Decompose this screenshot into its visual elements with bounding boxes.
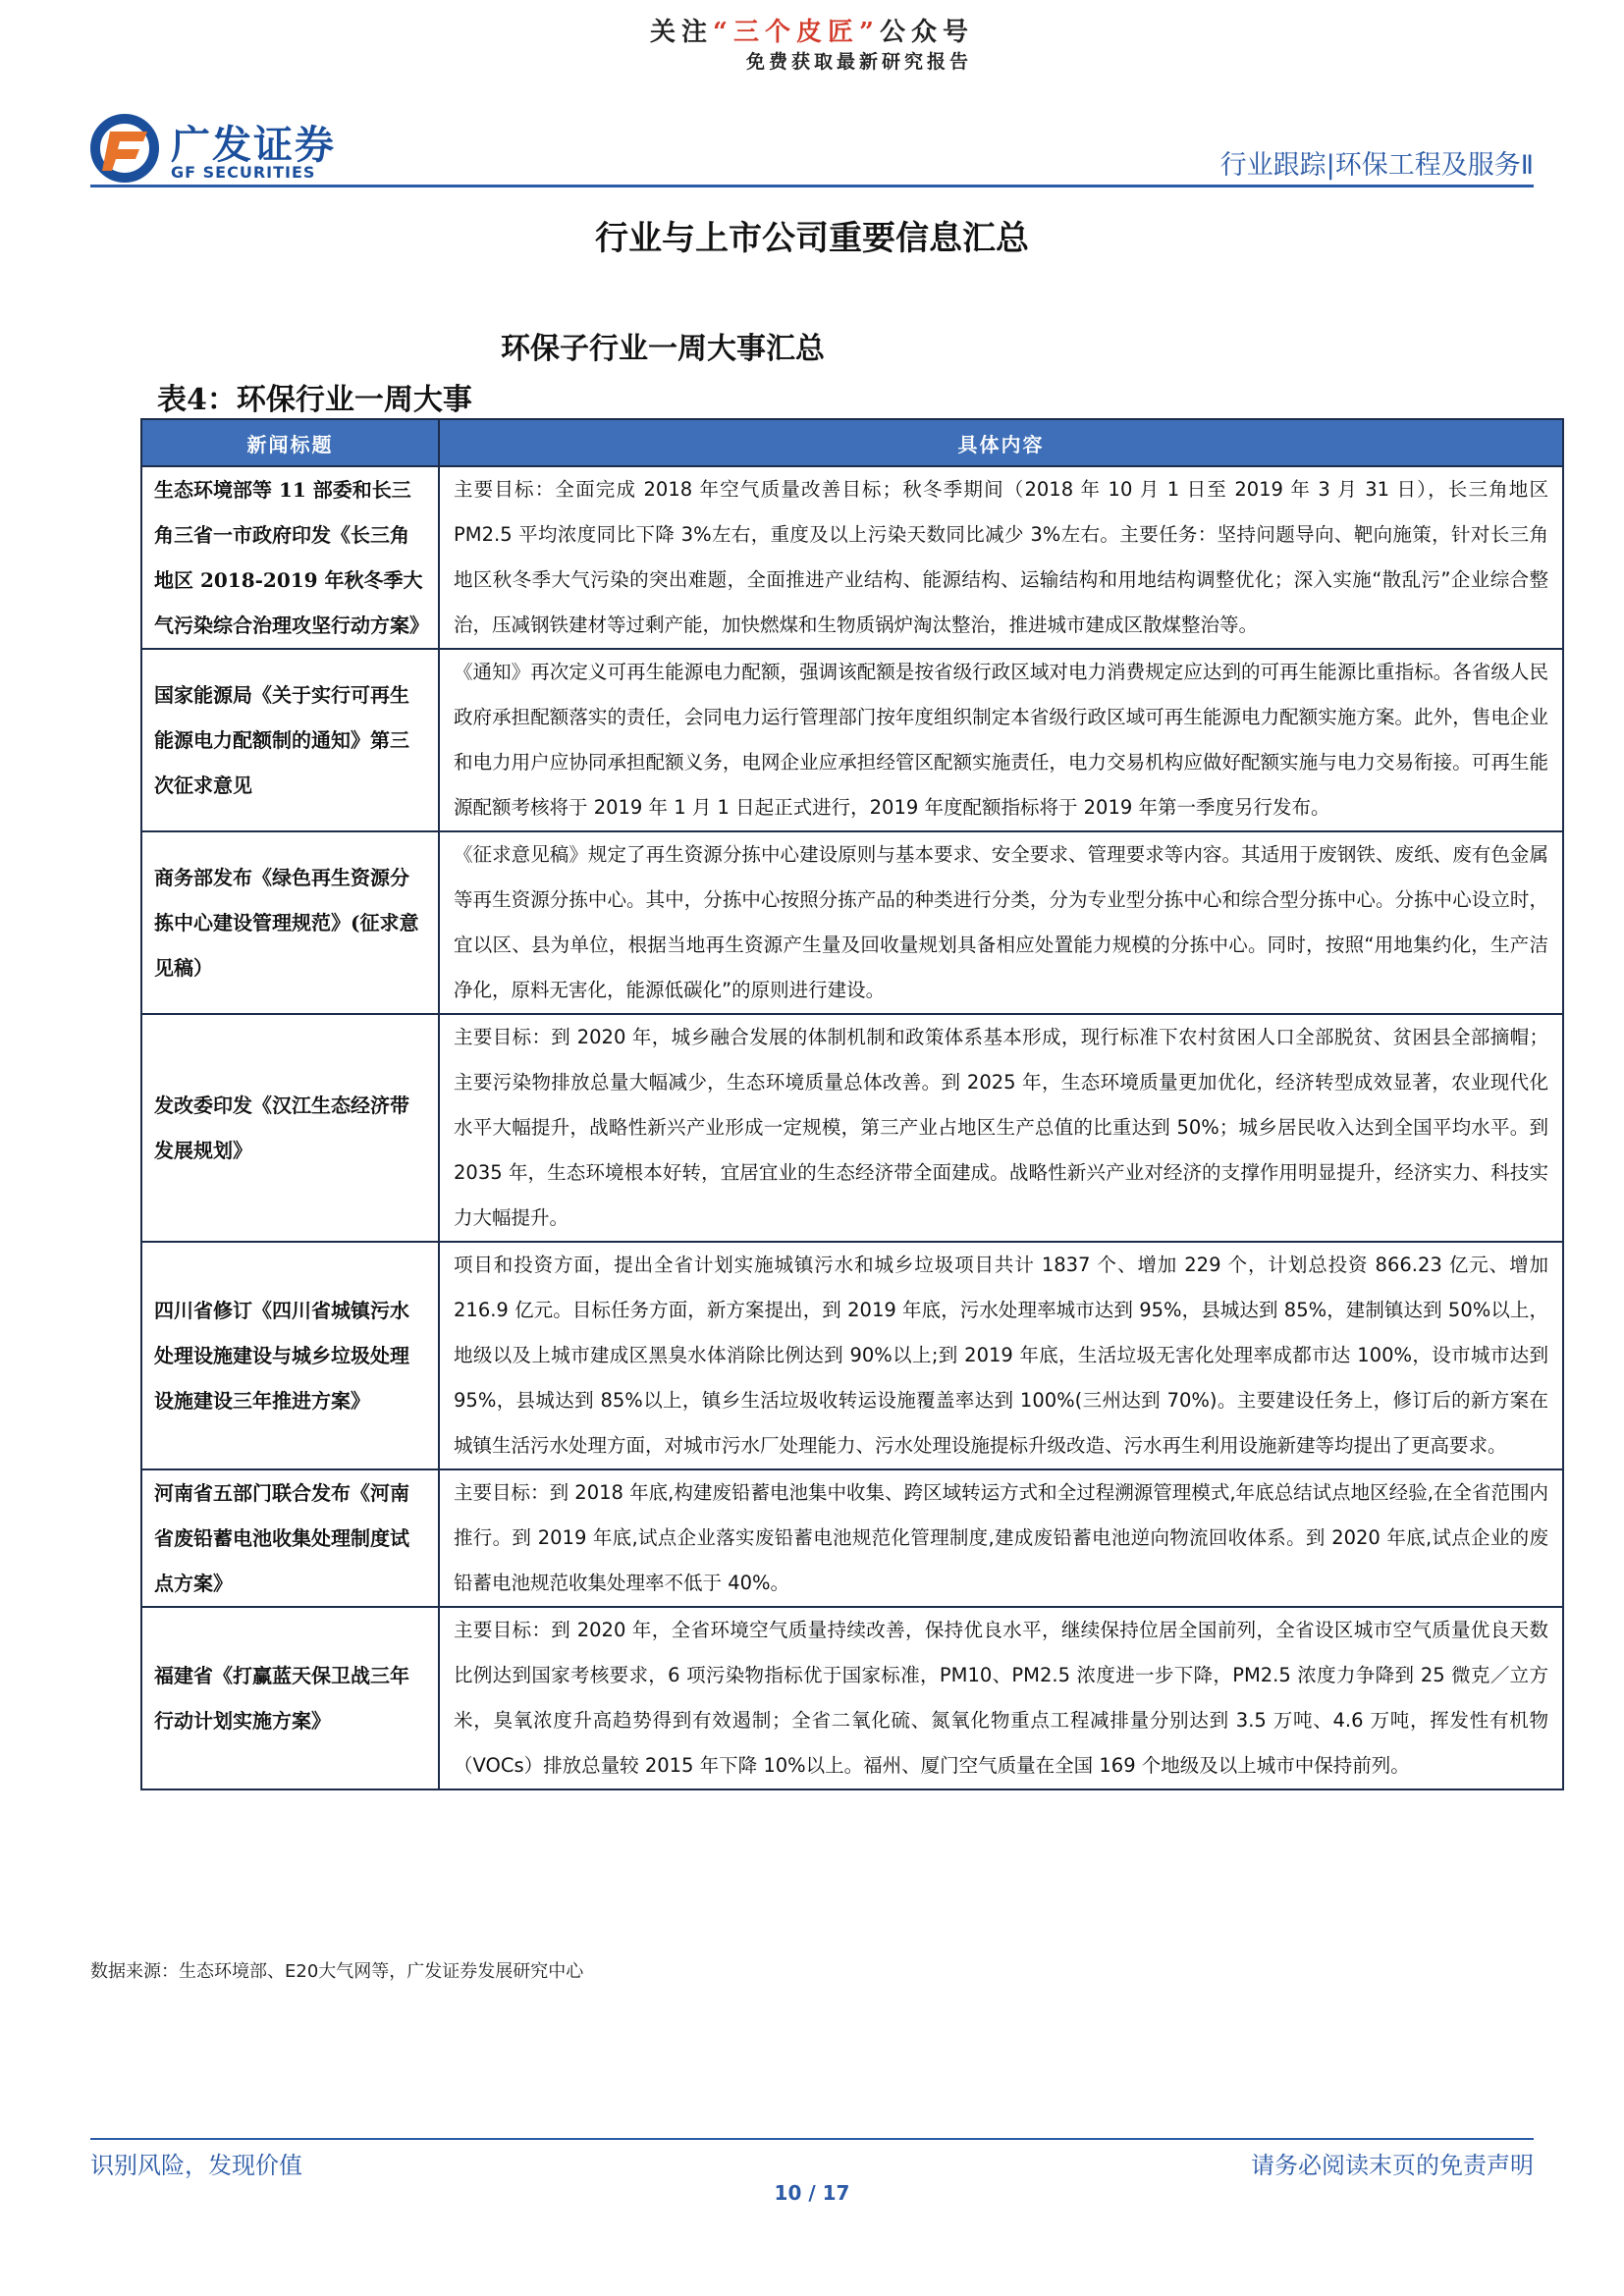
news-title: 河南省五部门联合发布《河南省废铅蓄电池收集处理制度试点方案》 [141,1469,439,1607]
news-content: 《征求意见稿》规定了再生资源分拣中心建设原则与基本要求、安全要求、管理要求等内容。其适用于废钢铁、废纸、废有色金属等再生资源分拣中心。其中，分拣中心按照分拣产品的种类进行分类，分为专业型分拣中心和综合型分拣中心。分拣中心设立时，宜以区、县为单位，根据当地再生资源产生量及回收量规划具备相应处置能力规模的分拣中心。同时，按照“用地集约化，生产洁净化，原料无害化，能源低碳化”的原则进行建设。 [439,831,1563,1014]
table-row [141,831,1563,1014]
logo-cn-text: 广发证券 [171,123,336,168]
promo-highlight: “三个皮匠” [713,18,880,47]
header-divider [90,185,1534,187]
news-title: 商务部发布《绿色再生资源分拣中心建设管理规范》(征求意见稿） [141,831,439,1014]
news-content: 主要目标：到 2020 年，全省环境空气质量持续改善，保持优良水平，继续保持位居全国前列，全省设区城市空气质量优良天数比例达到国家考核要求，6 项污染物指标优于国家标准，PM10、PM2.5 浓度进一步下降，PM2.5 浓度力争降到 25 微克／立方米，臭氧浓度升高趋势得到有效遏制；全省二氧化硫、氮氧化物重点工程减排量分别达到 3.5 万吨、4.6 万吨，挥发性有机物（VOCs）排放总量较 2015 年下降 10%以上。福州、厦门空气质量在全国 169 个地级及以上城市中保持前列。 [439,1607,1563,1789]
footer-divider [90,2138,1534,2140]
news-content: 主要目标：到 2018 年底,构建废铅蓄电池集中收集、跨区域转运方式和全过程溯源管理模式,年底总结试点地区经验,在全省范围内推行。到 2019 年底,试点企业落实废铅蓄电池规范化管理制度,建成废铅蓄电池逆向物流回收体系。到 2020 年底,试点企业的废铅蓄电池规范收集处理率不低于 40%。 [439,1469,1563,1607]
table-row [141,1607,1563,1789]
promo-note [0,12,1624,48]
data-source-note: 数据来源：生态环境部、E20大气网等，广发证券发展研究中心 [90,1961,584,1982]
header-title: 新闻标题 [141,419,439,466]
report-category: 行业跟踪|环保工程及服务Ⅱ [1219,150,1534,181]
promo-subline: 免费获取最新研究报告 [746,51,973,73]
news-title: 发改委印发《汉江生态经济带发展规划》 [141,1014,439,1242]
news-title: 生态环境部等 11 部委和长三角三省一市政府印发《长三角地区 2018-2019 年秋冬季大气污染综合治理攻坚行动方案》 [141,466,439,649]
gf-logo-icon [90,114,159,183]
promo-prefix: 关注 [650,18,714,47]
page-number: 10 / 17 [774,2181,850,2205]
header-content: 具体内容 [439,419,1563,466]
footer-slogan: 识别风险，发现价值 [90,2152,302,2179]
table-label: 表4：环保行业一周大事 [157,383,472,417]
table-row [141,1469,1563,1607]
logo-en-text: GF SECURITIES [171,163,316,182]
table-row [141,466,1563,649]
table-row [141,1014,1563,1242]
table-row [141,1242,1563,1469]
promo-suffix: 公众号 [879,18,974,47]
news-title: 四川省修订《四川省城镇污水处理设施建设与城乡垃圾处理设施建设三年推进方案》 [141,1242,439,1469]
sub-title: 环保子行业一周大事汇总 [501,332,825,366]
news-title: 福建省《打赢蓝天保卫战三年行动计划实施方案》 [141,1607,439,1789]
table-row [141,649,1563,831]
company-logo [90,110,385,188]
section-title: 行业与上市公司重要信息汇总 [595,219,1029,258]
footer-disclaimer-link[interactable]: 请务必阅读末页的免责声明 [1251,2152,1534,2179]
news-title: 国家能源局《关于实行可再生能源电力配额制的通知》第三次征求意见 [141,649,439,831]
news-content: 主要目标：到 2020 年，城乡融合发展的体制机制和政策体系基本形成，现行标准下农村贫困人口全部脱贫、贫困县全部摘帽；主要污染物排放总量大幅减少，生态环境质量总体改善。到 2025 年，生态环境质量更加优化，经济转型成效显著，农业现代化水平大幅提升，战略性新兴产业形成一定规模，第三产业占地区生产总值的比重达到 50%；城乡居民收入达到全国平均水平。到 2035 年，生态环境根本好转，宜居宜业的生态经济带全面建成。战略性新兴产业对经济的支撑作用明显提升，经济实力、科技实力大幅提升。 [439,1014,1563,1242]
news-content: 《通知》再次定义可再生能源电力配额，强调该配额是按省级行政区域对电力消费规定应达到的可再生能源比重指标。各省级人民政府承担配额落实的责任，会同电力运行管理部门按年度组织制定本省级行政区域可再生能源电力配额实施方案。此外，售电企业和电力用户应协同承担配额义务，电网企业应承担经管区配额实施责任，电力交易机构应做好配额实施与电力交易衔接。可再生能源配额考核将于 2019 年 1 月 1 日起正式进行，2019 年度配额指标将于 2019 年第一季度另行发布。 [439,649,1563,831]
news-content: 主要目标：全面完成 2018 年空气质量改善目标；秋冬季期间（2018 年 10 月 1 日至 2019 年 3 月 31 日），长三角地区 PM2.5 平均浓度同比下降 3%左右，重度及以上污染天数同比减少 3%左右。主要任务：坚持问题导向、靶向施策，针对长三角地区秋冬季大气污染的突出难题，全面推进产业结构、能源结构、运输结构和用地结构调整优化；深入实施“散乱污”企业综合整治，压减钢铁建材等过剩产能，加快燃煤和生物质锅炉淘汰整治，推进城市建成区散煤整治等。 [439,466,1563,649]
news-table [140,418,1564,1790]
news-content: 项目和投资方面，提出全省计划实施城镇污水和城乡垃圾项目共计 1837 个、增加 229 个，计划总投资 866.23 亿元、增加 216.9 亿元。目标任务方面，新方案提出，到 2019 年底，污水处理率城市达到 95%，县城达到 85%，建制镇达到 50%以上，地级以及上城市建成区黑臭水体消除比例达到 90%以上;到 2019 年底，生活垃圾无害化处理率成都市达 100%，设市城市达到 95%，县城达到 85%以上，镇乡生活垃圾收转运设施覆盖率达到 100%(三州达到 70%)。主要建设任务上，修订后的新方案在城镇生活污水处理方面，对城市污水厂处理能力、污水处理设施提标升级改造、污水再生利用设施新建等均提出了更高要求。 [439,1242,1563,1469]
table-header-row [141,419,1563,466]
